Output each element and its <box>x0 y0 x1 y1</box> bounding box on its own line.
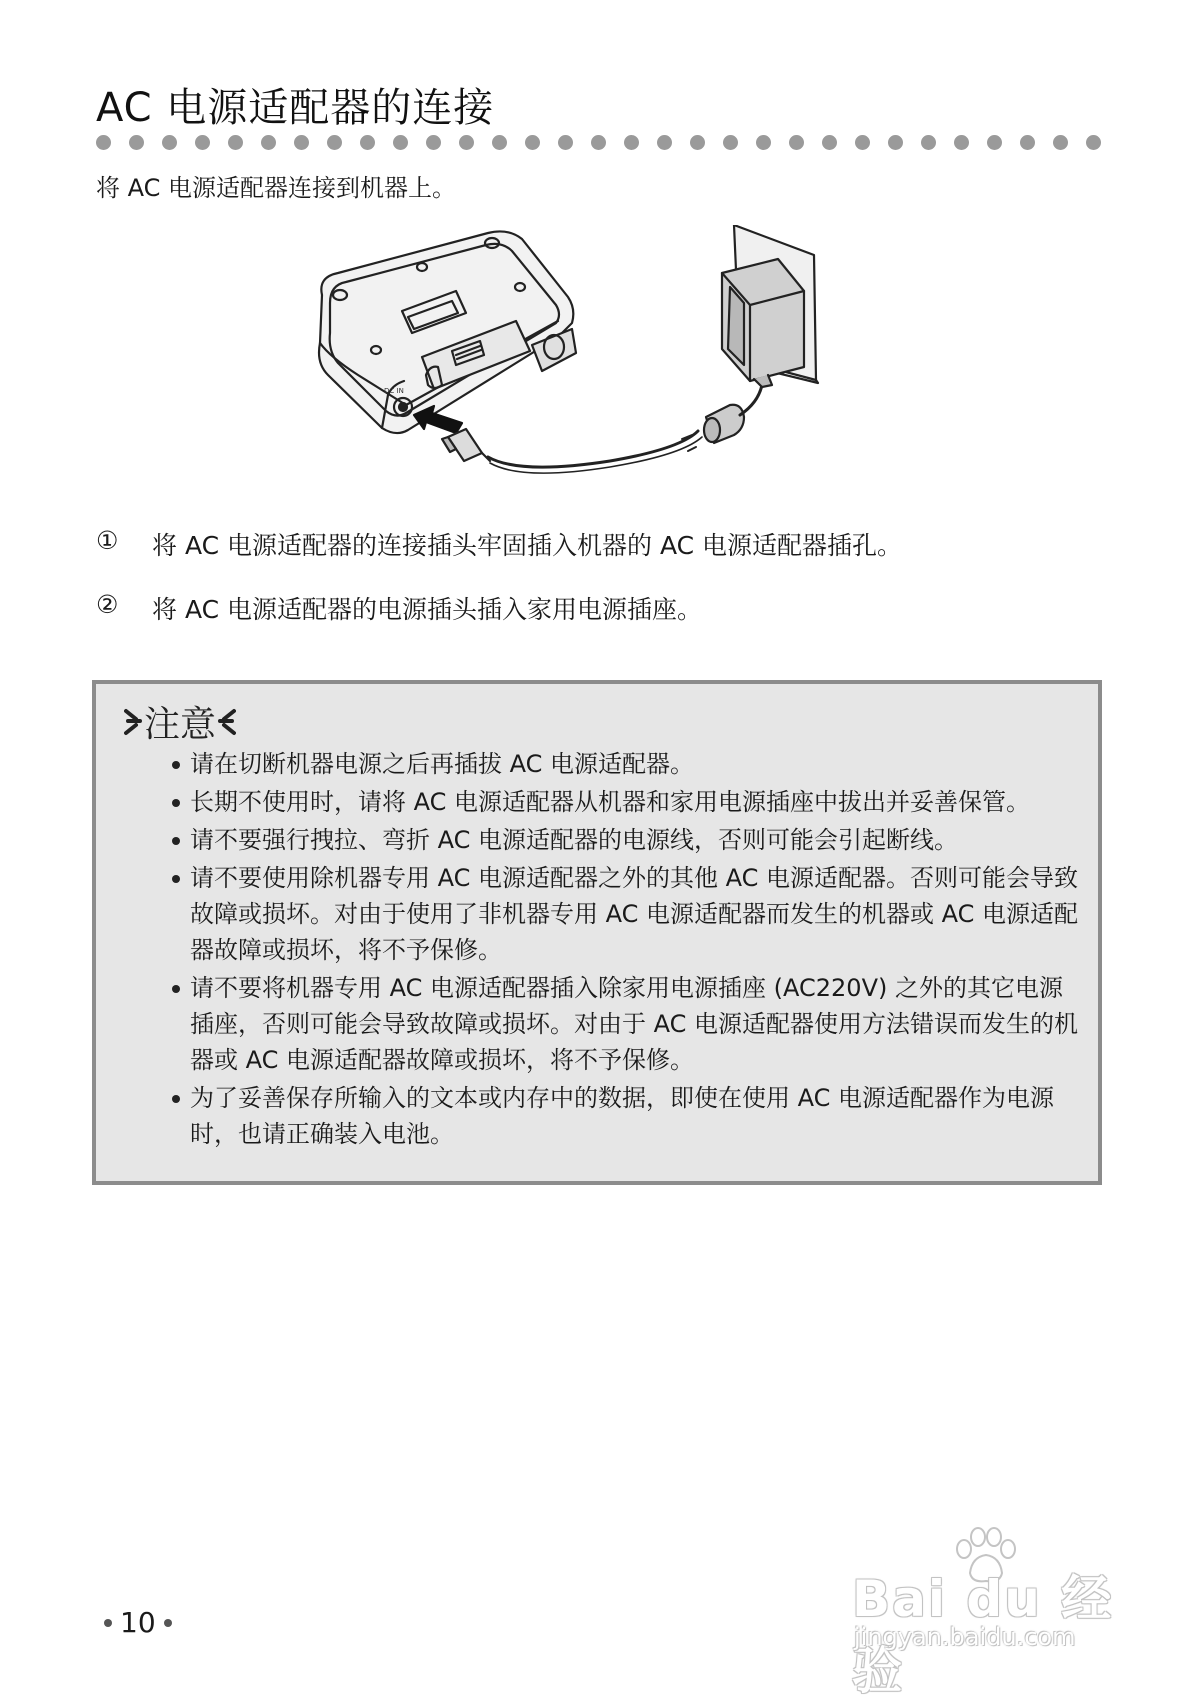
baidu-jingyan-watermark <box>840 1525 1140 1700</box>
watermark-brand: Bai du 经验 <box>852 1570 1114 1700</box>
svg-text:DC IN: DC IN <box>384 387 404 395</box>
device-icon <box>319 231 576 433</box>
notice-heading <box>124 696 236 747</box>
divider-dot <box>129 135 144 150</box>
notice-item: 请不要将机器专用 AC 电源适配器插入除家用电源插座 (AC220V) 之外的其它电源插座，否则可能会导致故障或损坏。对由于 AC 电源适配器使用方法错误而发生的机器或 AC 电源适配器故障或损坏，将不予保修。 <box>172 970 1084 1078</box>
divider-dot <box>954 135 969 150</box>
ferrite-core-icon <box>704 405 744 443</box>
ac-adapter-icon <box>722 259 804 387</box>
watermark-url: jingyan.baidu.com <box>854 1623 1076 1651</box>
divider-dot <box>558 135 573 150</box>
divider-dot <box>525 135 540 150</box>
step-1 <box>96 526 902 562</box>
power-cable <box>488 431 698 467</box>
divider-dot <box>1020 135 1035 150</box>
sparkle-left-icon <box>124 707 144 737</box>
divider-dot <box>294 135 309 150</box>
divider-dot <box>624 135 639 150</box>
page-title: AC 电源适配器的连接 <box>96 85 495 131</box>
divider-dot <box>723 135 738 150</box>
divider-dot <box>261 135 276 150</box>
page-number <box>96 1606 180 1639</box>
notice-item: 请不要使用除机器专用 AC 电源适配器之外的其他 AC 电源适配器。否则可能会导致故障或损坏。对由于使用了非机器专用 AC 电源适配器而发生的机器或 AC 电源适配器故障或损坏，将不予保修。 <box>172 860 1084 968</box>
sparkle-right-icon <box>216 707 236 737</box>
step-1-number: ① <box>96 526 119 555</box>
divider-dot <box>492 135 507 150</box>
divider-dot <box>789 135 804 150</box>
divider-dot <box>327 135 342 150</box>
bullet-icon <box>104 1619 112 1627</box>
notice-item: 长期不使用时，请将 AC 电源适配器从机器和家用电源插座中拔出并妥善保管。 <box>172 784 1084 820</box>
step-2-text: 将 AC 电源适配器的电源插头插入家用电源插座。 <box>152 595 703 624</box>
notice-item: 请在切断机器电源之后再插拔 AC 电源适配器。 <box>172 746 1084 782</box>
divider-dot <box>426 135 441 150</box>
bullet-icon <box>164 1619 172 1627</box>
divider-dot <box>96 135 111 150</box>
dotted-divider <box>96 134 1101 150</box>
step-1-text: 将 AC 电源适配器的连接插头牢固插入机器的 AC 电源适配器插孔。 <box>152 531 903 560</box>
divider-dot <box>756 135 771 150</box>
divider-dot <box>987 135 1002 150</box>
adapter-connection-illustration <box>310 225 840 480</box>
intro-text: 将 AC 电源适配器连接到机器上。 <box>96 174 457 202</box>
divider-dot <box>393 135 408 150</box>
divider-dot <box>1086 135 1101 150</box>
divider-dot <box>921 135 936 150</box>
step-2 <box>96 590 702 626</box>
step-2-number: ② <box>96 590 119 619</box>
notice-item: 为了妥善保存所输入的文本或内存中的数据，即使在使用 AC 电源适配器作为电源时，也请正确装入电池。 <box>172 1080 1084 1152</box>
page-number-text: 10 <box>120 1606 156 1639</box>
notice-box <box>92 680 1102 1185</box>
dc-plug-icon <box>442 429 490 461</box>
divider-dot <box>195 135 210 150</box>
divider-dot <box>657 135 672 150</box>
divider-dot <box>162 135 177 150</box>
notice-item: 请不要强行拽拉、弯折 AC 电源适配器的电源线，否则可能会引起断线。 <box>172 822 1084 858</box>
divider-dot <box>360 135 375 150</box>
divider-dot <box>888 135 903 150</box>
divider-dot <box>591 135 606 150</box>
divider-dot <box>228 135 243 150</box>
divider-dot <box>690 135 705 150</box>
divider-dot <box>855 135 870 150</box>
notice-list <box>172 746 1084 1154</box>
divider-dot <box>1053 135 1068 150</box>
divider-dot <box>459 135 474 150</box>
divider-dot <box>822 135 837 150</box>
notice-heading-text: 注意 <box>144 704 217 745</box>
